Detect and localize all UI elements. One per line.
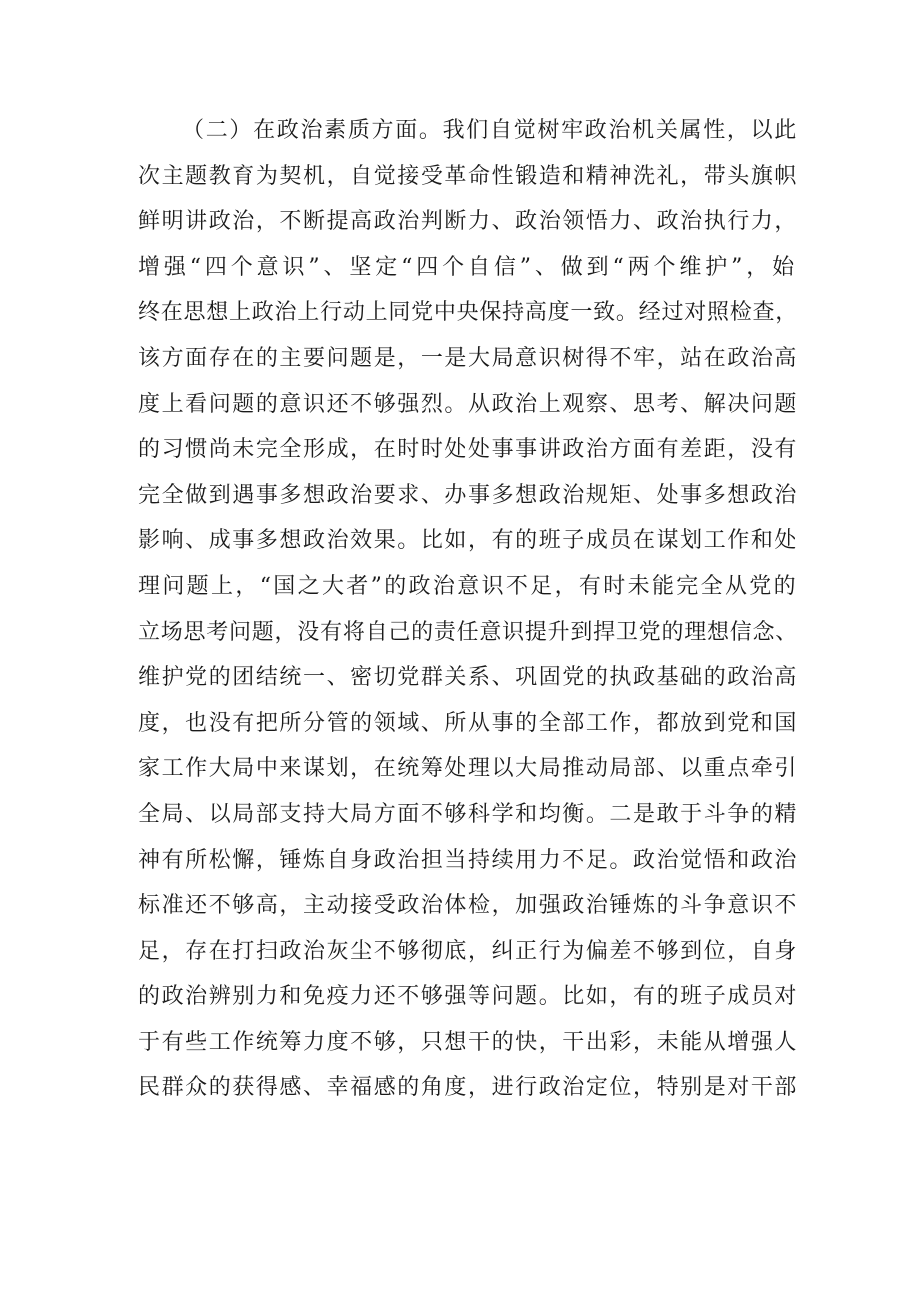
text-line: 影响、成事多想政治效果。比如，有的班子成员在谋划工作和处 — [138, 528, 798, 554]
text-line: 神有所松懈，锤炼自身政治担当持续用力不足。政治觉悟和政治 — [138, 847, 798, 873]
text-line: 的政治辨别力和免疫力还不够强等问题。比如，有的班子成员对 — [138, 984, 798, 1010]
text-line: 完全做到遇事多想政治要求、办事多想政治规矩、处事多想政治 — [138, 482, 798, 508]
text-line: 标准还不够高，主动接受政治体检，加强政治锤炼的斗争意识不 — [138, 893, 798, 919]
body-paragraph — [138, 108, 798, 1111]
text-line: 足，存在打扫政治灰尘不够彻底，纠正行为偏差不够到位，自身 — [138, 938, 798, 964]
text-line: 次主题教育为契机，自觉接受革命性锻造和精神洗礼，带头旗帜 — [138, 163, 798, 189]
text-line: 立场思考问题，没有将自己的责任意识提升到捍卫党的理想信念、 — [138, 619, 798, 645]
text-line: 家工作大局中来谋划，在统筹处理以大局推动局部、以重点牵引 — [138, 756, 798, 782]
text-line: 的习惯尚未完全形成，在时时处处事事讲政治方面有差距，没有 — [138, 437, 798, 463]
text-line: 该方面存在的主要问题是，一是大局意识树得不牢，站在政治高 — [138, 345, 798, 371]
text-line: 理问题上，“国之大者”的政治意识不足，有时未能完全从党的 — [138, 573, 798, 599]
text-line: 鲜明讲政治，不断提高政治判断力、政治领悟力、政治执行力， — [138, 209, 798, 235]
text-line: 度上看问题的意识还不够强烈。从政治上观察、思考、解决问题 — [138, 391, 798, 417]
text-line: 维护党的团结统一、密切党群关系、巩固党的执政基础的政治高 — [138, 665, 798, 691]
text-line: （二）在政治素质方面。我们自觉树牢政治机关属性，以此 — [182, 118, 798, 143]
text-line: 度，也没有把所分管的领域、所从事的全部工作，都放到党和国 — [138, 710, 798, 736]
text-line: 民群众的获得感、幸福感的角度，进行政治定位，特别是对干部 — [138, 1075, 798, 1101]
text-line: 全局、以局部支持大局方面不够科学和均衡。二是敢于斗争的精 — [138, 801, 798, 827]
text-line: 于有些工作统筹力度不够，只想干的快，干出彩，未能从增强人 — [138, 1029, 798, 1055]
text-line: 终在思想上政治上行动上同党中央保持高度一致。经过对照检查， — [138, 300, 798, 326]
text-line: 增强“四个意识”、坚定“四个自信”、做到“两个维护”，始 — [138, 254, 798, 280]
